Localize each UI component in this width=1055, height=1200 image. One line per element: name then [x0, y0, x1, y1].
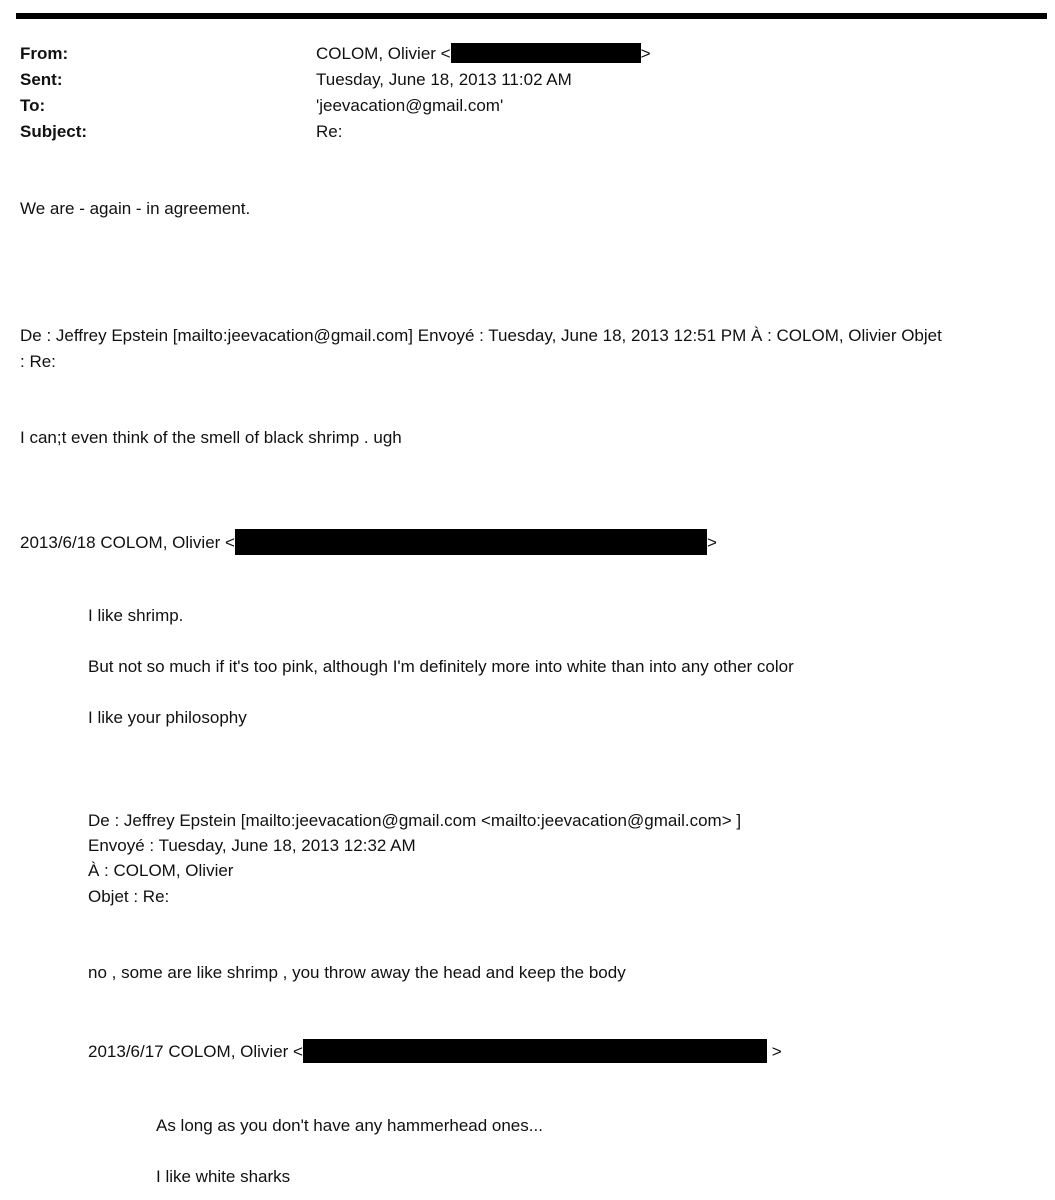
quote3-envoye: Envoyé : Tuesday, June 18, 2013 12:32 AM [88, 836, 416, 855]
subject-label: Subject: [20, 122, 88, 141]
quote4-attrib-text: 2013/6/17 COLOM, Olivier < [88, 1042, 303, 1061]
quote2-attrib-text: 2013/6/18 COLOM, Olivier < [20, 533, 235, 552]
quote2-paragraph: But not so much if it's too pink, although I'm definitely more into white than into any other color [88, 657, 794, 676]
quote4-attribution [88, 1039, 782, 1063]
to-label: To: [20, 96, 46, 115]
quote2-attrib-close: > [706, 533, 717, 552]
top-rule [16, 13, 1047, 19]
quote2-paragraph: I like your philosophy [88, 708, 247, 727]
quote2-attribution [20, 529, 717, 555]
reply-text: We are - again - in agreement. [20, 199, 251, 218]
from-name: COLOM, Olivier < [316, 44, 451, 63]
from-value [316, 43, 651, 65]
redaction-bar [235, 529, 707, 555]
quote3-de: De : Jeffrey Epstein [mailto:jeevacation@gmail.com <mailto:jeevacation@gmail.com> ] [88, 811, 742, 830]
quote1-header-line2: : Re: [20, 352, 56, 371]
subject-value: Re: [316, 122, 343, 141]
redaction-bar [451, 43, 641, 63]
quote4-paragraph: I like white sharks [156, 1167, 291, 1186]
quote4-paragraph: As long as you don't have any hammerhead ones... [156, 1116, 543, 1135]
quote3-text: no , some are like shrimp , you throw away the head and keep the body [88, 963, 626, 982]
quote1-header-line1: De : Jeffrey Epstein [mailto:jeevacation@gmail.com] Envoyé : Tuesday, June 18, 2013 12:51 PM À : COLOM, Olivier Objet [20, 326, 942, 345]
quote4-attrib-close: > [766, 1042, 782, 1061]
to-value: 'jeevacation@gmail.com' [316, 96, 504, 115]
from-close: > [640, 44, 651, 63]
redaction-bar [303, 1039, 767, 1063]
sent-label: Sent: [20, 70, 63, 89]
quote1-text: I can;t even think of the smell of black shrimp . ugh [20, 428, 402, 447]
from-label: From: [20, 44, 69, 63]
quote3-a: À : COLOM, Olivier [88, 861, 234, 880]
sent-value: Tuesday, June 18, 2013 11:02 AM [316, 70, 572, 89]
quote3-objet: Objet : Re: [88, 887, 170, 906]
quote2-paragraph: I like shrimp. [88, 606, 184, 625]
